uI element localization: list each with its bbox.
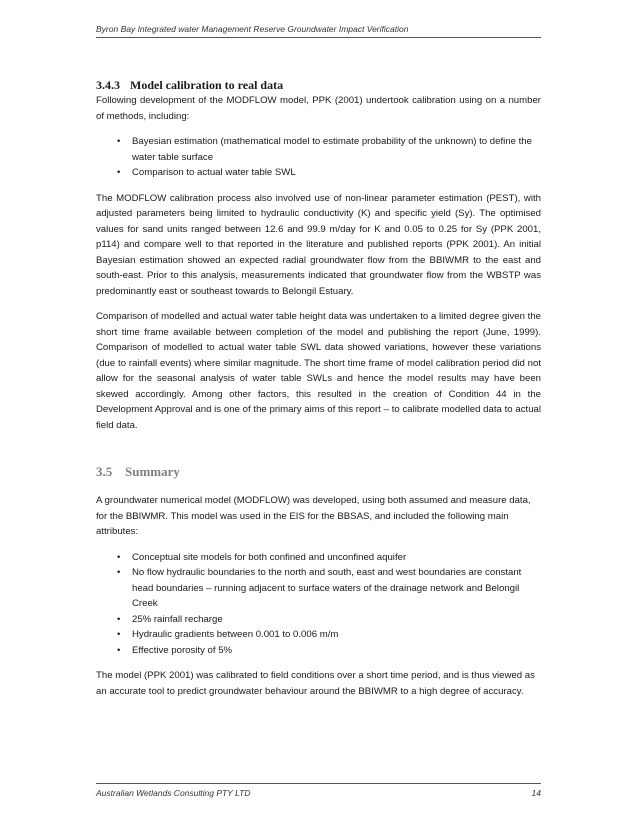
section-title: Summary — [125, 464, 180, 479]
page-body — [96, 78, 541, 699]
calibration-intro: Following development of the MODFLOW model, PPK (2001) undertook calibration using on a number of methods, including: — [96, 95, 541, 122]
pest-paragraph: The MODFLOW calibration process also involved use of non-linear parameter estimation (PEST), with adjusted parameters being limited to hydraulic conductivity (K) and specific yield (Sy). The optimised values for sand units ranged between 12.6 and 99.9 m/day for K and 0.05 to 0.25 for Sy (PPK 2001, p114) and compare well to that reported in the literature and published reports (PPK 2001). An initial Bayesian estimation showed an expected radial groundwater flow from the BBIWMR to the east and south-east. Prior to this analysis, measurements indicated that groundwater flow from the WBSTP was predominantly east or southeast towards to Belongil Estuary. — [96, 192, 541, 297]
comparison-paragraph: Comparison of modelled and actual water table height data was undertaken to a limited degree given the short time frame available between completion of the model and publishing the report (June, 1999). Comparison of modelled to actual water table SWL data showed variations, however these variations (due to rainfall events) where similar magnitude. The short time frame of model calibration period did not allow for the seasonal analysis of water table SWLs and hence the model results may have been skewed accordingly. Among other factors, this resulted in the creation of Condition 44 in the Development Approval and is one of the primary aims of this report – to calibrate modelled data to actual field data. — [96, 311, 541, 431]
list-item: • No flow hydraulic boundaries to the north and south, east and west boundaries are constant head boundaries – running adjacent to surface waters of the drainage network and Belongil Creek — [117, 567, 522, 609]
bullet-icon: • — [117, 629, 121, 640]
header-divider — [96, 37, 541, 38]
bullet-icon: • — [117, 167, 121, 178]
list-item: • Effective porosity of 5% — [96, 643, 541, 659]
bullet-icon: • — [117, 567, 121, 578]
bullet-icon: • — [117, 613, 121, 625]
list-item: • Comparison to actual water table SWL — [96, 165, 541, 181]
bullet-icon: • — [117, 644, 121, 656]
section-title: Model calibration to real data — [130, 78, 284, 92]
running-footer — [96, 788, 541, 798]
list-item: • Bayesian estimation (mathematical model to estimate probability of the unknown) to define the water table surface — [117, 136, 532, 163]
summary-intro: A groundwater numerical model (MODFLOW) was developed, using both assumed and measure data, for the BBIWMR. This model was used in the EIS for the BBSAS, and included the following main attributes: — [96, 495, 531, 537]
footer-company: Australian Wetlands Consulting PTY LTD — [96, 788, 251, 798]
bullet-icon: • — [117, 551, 121, 563]
section-heading-3-4-3 — [96, 78, 541, 93]
section-number: 3.4.3 — [96, 78, 120, 92]
summary-closing: The model (PPK 2001) was calibrated to field conditions over a short time period, and is thus viewed as an accurate tool to predict groundwater behaviour around the BBIWMR to a high degree of accuracy. — [96, 670, 535, 697]
section-heading-3-5 — [96, 463, 541, 480]
running-header: Byron Bay Integrated water Management Reserve Groundwater Impact Verification — [96, 24, 409, 34]
page-number: 14 — [531, 788, 541, 798]
list-item: • Hydraulic gradients between 0.001 to 0.006 m/m — [96, 627, 541, 643]
list-item: • 25% rainfall recharge — [96, 612, 541, 628]
footer-divider — [96, 783, 541, 784]
list-item: • Conceptual site models for both confined and unconfined aquifer — [96, 550, 541, 566]
section-number: 3.5 — [96, 464, 113, 479]
model-attributes-list — [96, 550, 541, 659]
bullet-icon: • — [117, 136, 121, 147]
calibration-methods-list — [96, 134, 541, 181]
